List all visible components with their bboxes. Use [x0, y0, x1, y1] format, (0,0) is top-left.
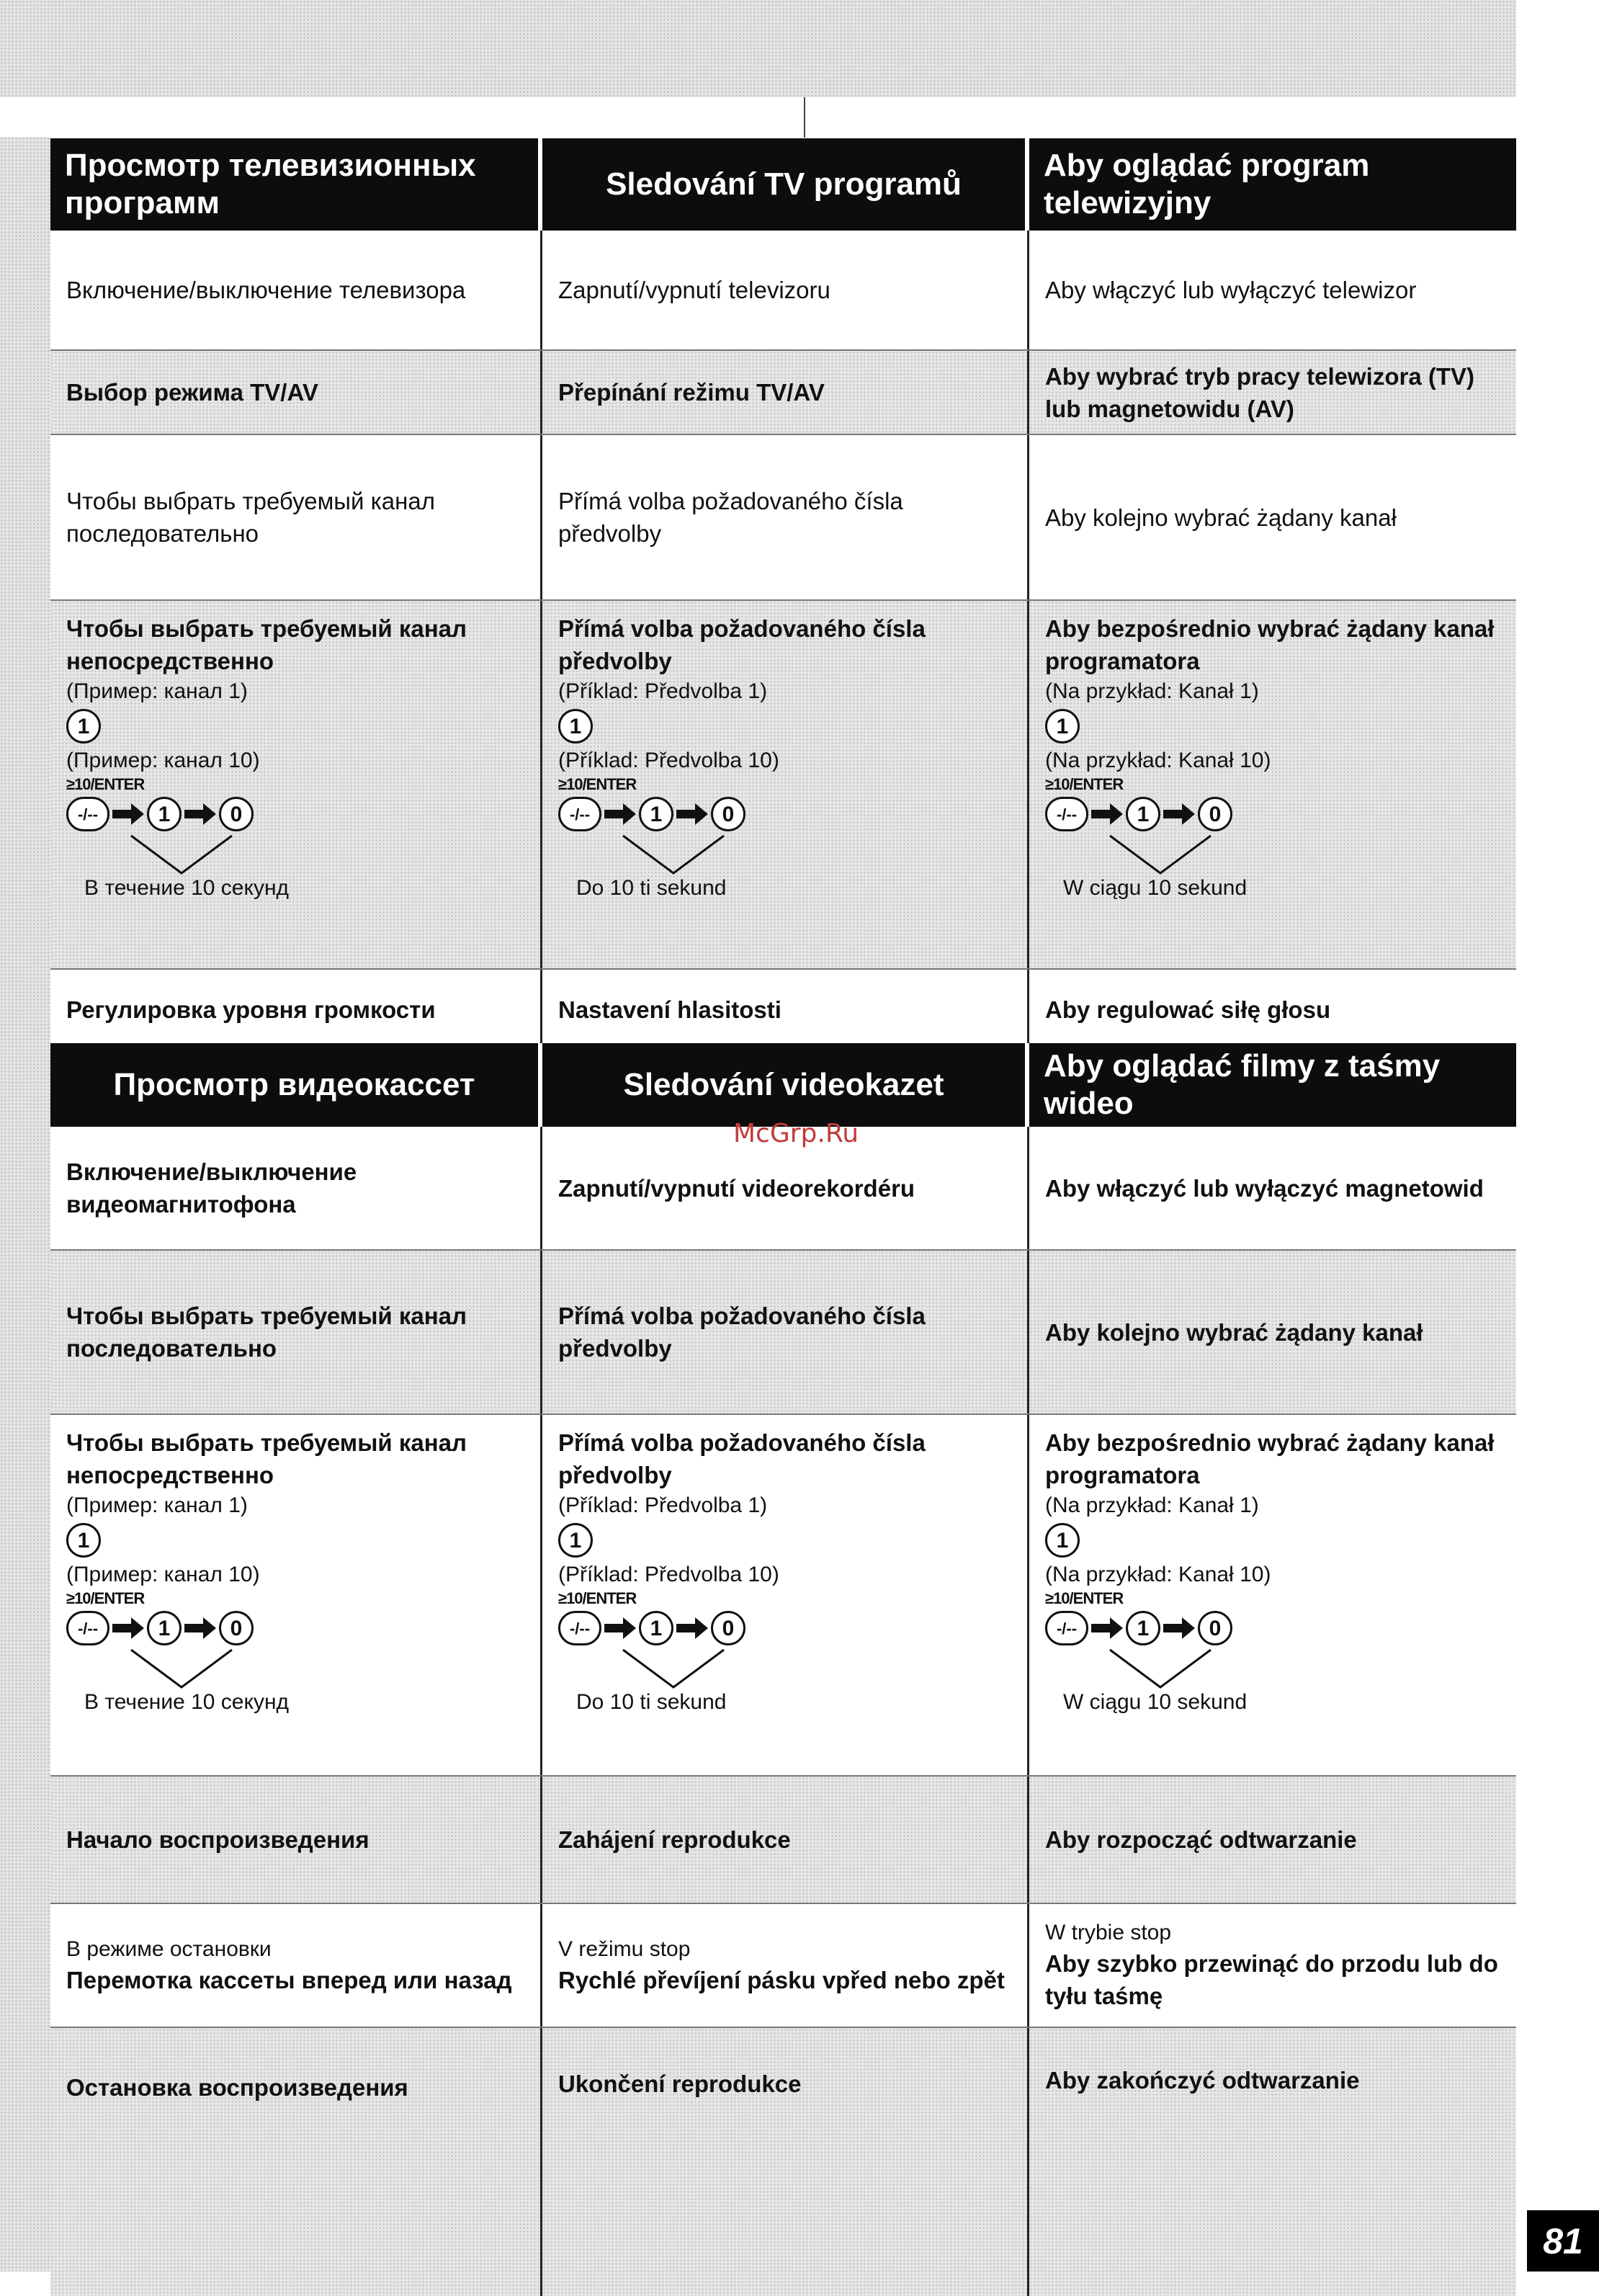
vcr-row-play — [50, 1777, 1516, 1904]
cell-pl: Aby kolejno wybrać żądany kanał — [1029, 1251, 1516, 1413]
ffrew-text: Aby szybko przewinąć do przodu lub do tyłu taśmę — [1045, 1950, 1498, 2009]
key-sequence — [66, 797, 524, 831]
cell-ru: Выбор режима TV/AV — [50, 351, 542, 434]
arrow-right-icon — [604, 803, 636, 825]
cell-cs: Přímá volba požadovaného čísla předvolby — [542, 435, 1029, 599]
key-1-icon: 1 — [66, 709, 101, 743]
ffrew-text: Перемотка кассеты вперед или назад — [66, 1966, 512, 1993]
time-caption: Do 10 ti sekund — [576, 876, 727, 900]
cell-cs: Zahájení reprodukce — [542, 1777, 1029, 1903]
within-bracket-icon — [601, 834, 745, 875]
example-1: (Na przykład: Kanał 1) — [1045, 1493, 1259, 1517]
key-1-icon: 1 — [639, 1611, 673, 1645]
example-10: (Příklad: Předvolba 10) — [558, 1563, 779, 1586]
within-bracket-icon — [109, 834, 254, 875]
stop-mode-note: В режиме остановки — [66, 1937, 272, 1961]
key-1-icon: 1 — [1045, 1523, 1080, 1558]
key-sequence — [558, 1611, 1011, 1645]
cell-pl: Aby rozpocząć odtwarzanie — [1029, 1777, 1516, 1903]
key-1-icon: 1 — [558, 1523, 593, 1558]
cell-cs: Přepínání režimu TV/AV — [542, 351, 1029, 434]
cell-ru: Чтобы выбрать требуемый канал последовательно — [50, 435, 542, 599]
key-0-icon: 0 — [711, 1611, 745, 1645]
key-1-icon: 1 — [1126, 797, 1160, 831]
time-caption: В течение 10 секунд — [84, 1690, 290, 1714]
arrow-right-icon — [1163, 1617, 1195, 1639]
key-0-icon: 0 — [711, 797, 745, 831]
vcr-row-stop — [50, 2028, 1516, 2296]
key-sequence — [558, 797, 1011, 831]
example-1: (Пример: канал 1) — [66, 1493, 248, 1517]
key-1-icon: 1 — [66, 1523, 101, 1558]
arrow-right-icon — [1091, 803, 1123, 825]
stop-mode-note: V režimu stop — [558, 1937, 691, 1961]
example-1: (Příklad: Předvolba 1) — [558, 1493, 768, 1517]
arrow-right-icon — [1163, 803, 1195, 825]
cell-cs: Nastavení hlasitosti — [542, 970, 1029, 1049]
key-0-icon: 0 — [1198, 1611, 1232, 1645]
cell-cs: Zapnutí/vypnutí videorekordéru — [542, 1127, 1029, 1249]
vcr-header-ru: Просмотр видеокассет — [50, 1043, 542, 1127]
within-bracket-icon — [1088, 1648, 1232, 1689]
vcr-header-row — [50, 1043, 1516, 1127]
direct-cell-ru — [50, 1415, 542, 1775]
key-sequence — [1045, 1611, 1500, 1645]
dash-key-icon: -/-- — [558, 1611, 601, 1645]
dash-key-icon: -/-- — [66, 1611, 109, 1645]
arrow-right-icon — [112, 803, 144, 825]
tv-row-volume — [50, 970, 1516, 1049]
example-10: (Пример: канал 10) — [66, 1563, 260, 1586]
time-caption: W ciągu 10 sekund — [1063, 1690, 1248, 1714]
cell-ru — [50, 1904, 542, 2027]
tv-row-sequential — [50, 435, 1516, 601]
example-1: (Příklad: Předvolba 1) — [558, 679, 768, 703]
cell-ru: Включение/выключение видеомагнитофона — [50, 1127, 542, 1249]
direct-title: Aby bezpośrednio wybrać żądany kanał programatora — [1045, 1429, 1495, 1488]
enter-label: ≥10/ENTER — [558, 1589, 637, 1607]
direct-cell-cs — [542, 1415, 1029, 1775]
enter-label: ≥10/ENTER — [66, 775, 145, 793]
example-10: (Na przykład: Kanał 10) — [1045, 1563, 1271, 1586]
time-caption: В течение 10 секунд — [84, 876, 290, 900]
tv-row-direct — [50, 601, 1516, 970]
cell-cs: Ukončení reprodukce — [542, 2028, 1029, 2296]
enter-label: ≥10/ENTER — [66, 1589, 145, 1607]
direct-title: Přímá volba požadovaného čísla předvolby — [558, 1429, 926, 1488]
tv-header-row — [50, 138, 1516, 231]
vcr-row-sequential — [50, 1251, 1516, 1415]
watermark: McGrp.Ru — [733, 1119, 859, 1148]
direct-cell-ru — [50, 601, 542, 968]
top-halftone-band — [0, 0, 1516, 97]
cell-ru: Остановка воспроизведения — [50, 2028, 542, 2296]
arrow-right-icon — [676, 803, 708, 825]
cell-pl: Aby regulować siłę głosu — [1045, 996, 1331, 1023]
dash-key-icon: -/-- — [558, 797, 601, 831]
arrow-right-icon — [112, 1617, 144, 1639]
enter-label: ≥10/ENTER — [1045, 1589, 1124, 1607]
example-10: (Příklad: Předvolba 10) — [558, 749, 779, 772]
within-bracket-icon — [601, 1648, 745, 1689]
left-halftone-strip — [0, 137, 50, 2272]
cell-cs — [542, 1904, 1029, 2027]
cell-pl: Aby włączyć lub wyłączyć telewizor — [1045, 277, 1417, 303]
key-sequence — [1045, 797, 1500, 831]
arrow-right-icon — [184, 803, 216, 825]
cell-pl: Aby wybrać tryb pracy telewizora (TV) lub magnetowidu (AV) — [1029, 351, 1516, 434]
key-0-icon: 0 — [219, 1611, 254, 1645]
key-1-icon: 1 — [147, 797, 182, 831]
dash-key-icon: -/-- — [1045, 797, 1088, 831]
vcr-section — [50, 1043, 1516, 2296]
direct-title: Чтобы выбрать требуемый канал непосредственно — [66, 1429, 467, 1488]
key-0-icon: 0 — [219, 797, 254, 831]
direct-title: Чтобы выбрать требуемый канал непосредственно — [66, 615, 467, 674]
example-1: (Пример: канал 1) — [66, 679, 248, 703]
arrow-right-icon — [676, 1617, 708, 1639]
vcr-header-cs: Sledování videokazet — [542, 1043, 1029, 1127]
dash-key-icon: -/-- — [66, 797, 109, 831]
key-1-icon: 1 — [639, 797, 673, 831]
key-sequence — [66, 1611, 524, 1645]
vcr-header-pl: Aby oglądać filmy z taśmy wideo — [1044, 1048, 1441, 1121]
cell-ru: Начало воспроизведения — [50, 1777, 542, 1903]
arrow-right-icon — [604, 1617, 636, 1639]
time-caption: W ciągu 10 sekund — [1063, 876, 1248, 900]
example-10: (Пример: канал 10) — [66, 749, 260, 772]
tv-header-pl: Aby oglądać program telewizyjny — [1044, 148, 1370, 220]
direct-title: Aby bezpośrednio wybrać żądany kanał programatora — [1045, 615, 1495, 674]
fold-line — [804, 97, 805, 138]
example-1: (Na przykład: Kanał 1) — [1045, 679, 1259, 703]
tv-row-tvav — [50, 351, 1516, 435]
arrow-right-icon — [1091, 1617, 1123, 1639]
tv-section — [50, 138, 1516, 1049]
key-0-icon: 0 — [1198, 797, 1232, 831]
direct-title: Přímá volba požadovaného čísla předvolby — [558, 615, 926, 674]
cell-ru: Регулировка уровня громкости — [50, 970, 542, 1049]
cell-ru: Чтобы выбрать требуемый канал последовательно — [50, 1251, 542, 1413]
stop-mode-note: W trybie stop — [1045, 1921, 1172, 1944]
vcr-row-ffrew — [50, 1904, 1516, 2028]
tv-header-ru: Просмотр телевизионных программ — [50, 138, 542, 231]
page-number: 81 — [1527, 2210, 1599, 2272]
arrow-right-icon — [184, 1617, 216, 1639]
direct-cell-pl — [1029, 1415, 1516, 1775]
cell-ru: Включение/выключение телевизора — [50, 231, 542, 349]
enter-label: ≥10/ENTER — [558, 775, 637, 793]
enter-label: ≥10/ENTER — [1045, 775, 1124, 793]
direct-cell-cs — [542, 601, 1029, 968]
cell-cs: Přímá volba požadovaného čísla předvolby — [542, 1251, 1029, 1413]
key-1-icon: 1 — [1045, 709, 1080, 743]
cell-pl — [1029, 1904, 1516, 2027]
time-caption: Do 10 ti sekund — [576, 1690, 727, 1714]
tv-header-cs: Sledování TV programů — [542, 138, 1029, 231]
example-10: (Na przykład: Kanał 10) — [1045, 749, 1271, 772]
cell-pl: Aby włączyć lub wyłączyć magnetowid — [1045, 1174, 1484, 1202]
key-1-icon: 1 — [147, 1611, 182, 1645]
within-bracket-icon — [109, 1648, 254, 1689]
key-1-icon: 1 — [1126, 1611, 1160, 1645]
cell-cs: Zapnutí/vypnutí televizoru — [542, 231, 1029, 349]
direct-cell-pl — [1029, 601, 1516, 968]
cell-pl: Aby kolejno wybrać żądany kanał — [1045, 504, 1397, 531]
tv-row-power — [50, 231, 1516, 351]
dash-key-icon: -/-- — [1045, 1611, 1088, 1645]
key-1-icon: 1 — [558, 709, 593, 743]
within-bracket-icon — [1088, 834, 1232, 875]
ffrew-text: Rychlé převíjení pásku vpřed nebo zpět — [558, 1966, 1005, 1993]
vcr-row-direct — [50, 1415, 1516, 1777]
cell-pl: Aby zakończyć odtwarzanie — [1029, 2028, 1516, 2296]
